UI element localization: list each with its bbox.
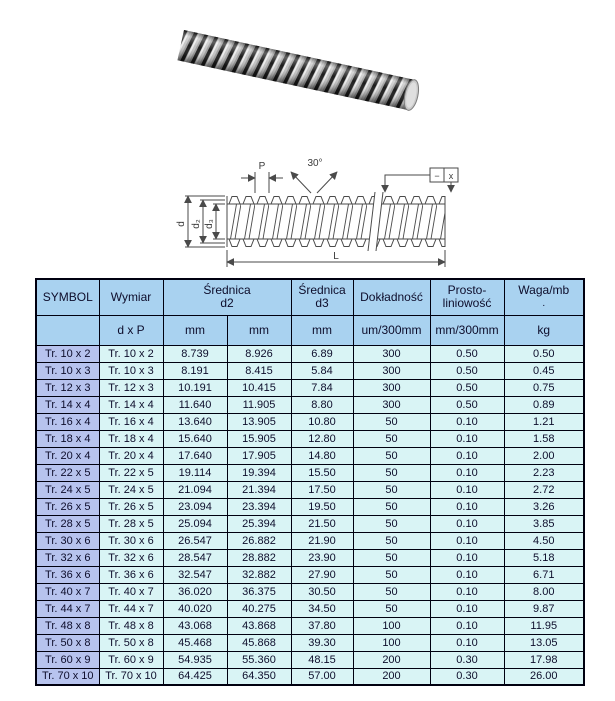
- value-cell: 0.75: [504, 379, 584, 396]
- pitch-label: P: [258, 161, 266, 172]
- value-cell: Tr. 60 x 9: [99, 651, 163, 668]
- value-cell: 21.094: [163, 481, 227, 498]
- symbol-cell: Tr. 60 x 9: [36, 651, 99, 668]
- unit-cell-dokladnosc: um/300mm: [353, 315, 430, 345]
- value-cell: 50: [353, 430, 430, 447]
- value-cell: Tr. 10 x 2: [99, 345, 163, 362]
- value-cell: 0.10: [430, 532, 504, 549]
- symbol-cell: Tr. 26 x 5: [36, 498, 99, 515]
- core-diameter-label: d₃: [204, 219, 215, 229]
- table-row: [36, 430, 584, 447]
- value-cell: 6.89: [291, 345, 353, 362]
- value-cell: 0.10: [430, 481, 504, 498]
- table-row: [36, 532, 584, 549]
- srednica-d2-line1: Średnica: [203, 283, 251, 298]
- value-cell: 0.10: [430, 634, 504, 651]
- value-cell: 50: [353, 464, 430, 481]
- value-cell: 26.547: [163, 532, 227, 549]
- table-header: [36, 279, 584, 345]
- value-cell: 0.50: [430, 362, 504, 379]
- value-cell: 50: [353, 566, 430, 583]
- srednica-d3-line2: d3: [315, 296, 329, 311]
- value-cell: 300: [353, 345, 430, 362]
- value-cell: Tr. 16 x 4: [99, 413, 163, 430]
- value-cell: 48.15: [291, 651, 353, 668]
- value-cell: Tr. 20 x 4: [99, 447, 163, 464]
- table-row: [36, 498, 584, 515]
- value-cell: 50: [353, 481, 430, 498]
- value-cell: 50: [353, 532, 430, 549]
- value-cell: 7.84: [291, 379, 353, 396]
- value-cell: 0.10: [430, 413, 504, 430]
- unit-cell-d2-a: mm: [163, 315, 227, 345]
- value-cell: 15.50: [291, 464, 353, 481]
- tolerance-value-label: x: [448, 171, 454, 181]
- value-cell: 45.468: [163, 634, 227, 651]
- value-cell: 26.882: [227, 532, 291, 549]
- value-cell: Tr. 36 x 6: [99, 566, 163, 583]
- value-cell: 27.90: [291, 566, 353, 583]
- value-cell: 17.905: [227, 447, 291, 464]
- value-cell: 0.89: [504, 396, 584, 413]
- thread-profile-drawing: [145, 155, 465, 277]
- value-cell: Tr. 26 x 5: [99, 498, 163, 515]
- value-cell: 54.935: [163, 651, 227, 668]
- value-cell: 0.10: [430, 515, 504, 532]
- value-cell: 4.50: [504, 532, 584, 549]
- spec-table: [35, 278, 585, 686]
- symbol-cell: Tr. 44 x 7: [36, 600, 99, 617]
- col-header-symbol: SYMBOL: [36, 279, 99, 315]
- value-cell: 11.640: [163, 396, 227, 413]
- table-row: [36, 396, 584, 413]
- value-cell: 0.30: [430, 651, 504, 668]
- value-cell: 17.640: [163, 447, 227, 464]
- value-cell: 10.80: [291, 413, 353, 430]
- value-cell: 9.87: [504, 600, 584, 617]
- outer-diameter-label: d: [176, 221, 187, 227]
- value-cell: 0.10: [430, 430, 504, 447]
- value-cell: 10.415: [227, 379, 291, 396]
- table-row: [36, 379, 584, 396]
- value-cell: 0.10: [430, 600, 504, 617]
- table-row: [36, 668, 584, 685]
- value-cell: 0.50: [430, 345, 504, 362]
- table-row: [36, 464, 584, 481]
- value-cell: 15.905: [227, 430, 291, 447]
- symbol-cell: Tr. 40 x 7: [36, 583, 99, 600]
- value-cell: Tr. 22 x 5: [99, 464, 163, 481]
- value-cell: 50: [353, 447, 430, 464]
- value-cell: 6.71: [504, 566, 584, 583]
- value-cell: 25.094: [163, 515, 227, 532]
- symbol-cell: Tr. 30 x 6: [36, 532, 99, 549]
- value-cell: 0.50: [430, 379, 504, 396]
- value-cell: 1.21: [504, 413, 584, 430]
- value-cell: 21.394: [227, 481, 291, 498]
- unit-cell-prostoliniowosc: mm/300mm: [430, 315, 504, 345]
- value-cell: 5.84: [291, 362, 353, 379]
- value-cell: Tr. 12 x 3: [99, 379, 163, 396]
- unit-cell-wymiar: d x P: [99, 315, 163, 345]
- value-cell: 28.547: [163, 549, 227, 566]
- value-cell: Tr. 32 x 6: [99, 549, 163, 566]
- symbol-cell: Tr. 18 x 4: [36, 430, 99, 447]
- value-cell: Tr. 48 x 8: [99, 617, 163, 634]
- symbol-cell: Tr. 12 x 3: [36, 379, 99, 396]
- value-cell: 64.425: [163, 668, 227, 685]
- value-cell: 2.72: [504, 481, 584, 498]
- value-cell: Tr. 40 x 7: [99, 583, 163, 600]
- value-cell: 23.394: [227, 498, 291, 515]
- value-cell: Tr. 30 x 6: [99, 532, 163, 549]
- col-header-srednica-d2: [163, 279, 291, 315]
- threaded-rod-outline: [227, 192, 445, 251]
- table-row: [36, 481, 584, 498]
- unit-cell-d3: mm: [291, 315, 353, 345]
- table-row: [36, 549, 584, 566]
- value-cell: 50: [353, 498, 430, 515]
- value-cell: 34.50: [291, 600, 353, 617]
- value-cell: 0.10: [430, 464, 504, 481]
- value-cell: 13.640: [163, 413, 227, 430]
- value-cell: 21.50: [291, 515, 353, 532]
- table-row: [36, 583, 584, 600]
- tolerance-symbol-label: −: [434, 171, 440, 181]
- value-cell: 30.50: [291, 583, 353, 600]
- value-cell: 50: [353, 413, 430, 430]
- value-cell: 8.739: [163, 345, 227, 362]
- col-header-waga: [504, 279, 584, 315]
- value-cell: 43.068: [163, 617, 227, 634]
- value-cell: 8.00: [504, 583, 584, 600]
- prosto-line1: Prosto-: [447, 283, 487, 298]
- value-cell: 50: [353, 583, 430, 600]
- value-cell: 0.30: [430, 668, 504, 685]
- srednica-d3-line1: Średnica: [298, 283, 346, 298]
- pitch-diameter-label: d₂: [191, 219, 202, 229]
- col-header-dokladnosc: Dokładność: [353, 279, 430, 315]
- value-cell: 32.547: [163, 566, 227, 583]
- value-cell: 23.90: [291, 549, 353, 566]
- value-cell: Tr. 44 x 7: [99, 600, 163, 617]
- tolerance-frame: [385, 168, 458, 192]
- unit-cell-waga: kg: [504, 315, 584, 345]
- symbol-cell: Tr. 48 x 8: [36, 617, 99, 634]
- value-cell: 40.020: [163, 600, 227, 617]
- value-cell: 3.85: [504, 515, 584, 532]
- value-cell: 100: [353, 617, 430, 634]
- value-cell: 0.10: [430, 447, 504, 464]
- value-cell: 17.98: [504, 651, 584, 668]
- value-cell: 57.00: [291, 668, 353, 685]
- table-row: [36, 447, 584, 464]
- rod-body: [177, 30, 421, 112]
- waga-line1: Waga/mb: [518, 283, 570, 298]
- value-cell: 17.50: [291, 481, 353, 498]
- table-body: [36, 345, 584, 685]
- value-cell: 12.80: [291, 430, 353, 447]
- value-cell: 26.00: [504, 668, 584, 685]
- length-label: L: [333, 251, 339, 262]
- value-cell: 11.905: [227, 396, 291, 413]
- symbol-cell: Tr. 16 x 4: [36, 413, 99, 430]
- value-cell: 19.394: [227, 464, 291, 481]
- table-row: [36, 413, 584, 430]
- value-cell: 15.640: [163, 430, 227, 447]
- value-cell: 1.58: [504, 430, 584, 447]
- value-cell: 50: [353, 515, 430, 532]
- value-cell: 8.191: [163, 362, 227, 379]
- value-cell: 8.415: [227, 362, 291, 379]
- table-row: [36, 651, 584, 668]
- value-cell: 3.26: [504, 498, 584, 515]
- product-photo: [150, 0, 462, 140]
- value-cell: 8.926: [227, 345, 291, 362]
- value-cell: 55.360: [227, 651, 291, 668]
- table-row: [36, 600, 584, 617]
- symbol-cell: Tr. 10 x 2: [36, 345, 99, 362]
- value-cell: 100: [353, 634, 430, 651]
- unit-cell-d2-b: mm: [227, 315, 291, 345]
- value-cell: 19.114: [163, 464, 227, 481]
- prosto-line2: liniowość: [442, 296, 492, 311]
- symbol-cell: Tr. 20 x 4: [36, 447, 99, 464]
- value-cell: 28.882: [227, 549, 291, 566]
- value-cell: 45.868: [227, 634, 291, 651]
- flank-angle-label: 30°: [307, 158, 323, 169]
- value-cell: 0.10: [430, 566, 504, 583]
- symbol-cell: Tr. 28 x 5: [36, 515, 99, 532]
- value-cell: 11.95: [504, 617, 584, 634]
- symbol-cell: Tr. 70 x 10: [36, 668, 99, 685]
- value-cell: Tr. 24 x 5: [99, 481, 163, 498]
- value-cell: 0.10: [430, 583, 504, 600]
- value-cell: Tr. 14 x 4: [99, 396, 163, 413]
- col-header-srednica-d3: [291, 279, 353, 315]
- value-cell: 300: [353, 396, 430, 413]
- symbol-cell: Tr. 10 x 3: [36, 362, 99, 379]
- table-row: [36, 617, 584, 634]
- symbol-cell: Tr. 24 x 5: [36, 481, 99, 498]
- value-cell: 13.05: [504, 634, 584, 651]
- value-cell: 2.00: [504, 447, 584, 464]
- symbol-cell: Tr. 50 x 8: [36, 634, 99, 651]
- value-cell: 39.30: [291, 634, 353, 651]
- symbol-cell: Tr. 14 x 4: [36, 396, 99, 413]
- value-cell: 8.80: [291, 396, 353, 413]
- symbol-cell: Tr. 36 x 6: [36, 566, 99, 583]
- threaded-rod-photo: [150, 0, 462, 140]
- value-cell: 0.10: [430, 498, 504, 515]
- value-cell: Tr. 28 x 5: [99, 515, 163, 532]
- technical-diagram: [145, 155, 465, 277]
- value-cell: 21.90: [291, 532, 353, 549]
- value-cell: 2.23: [504, 464, 584, 481]
- srednica-d2-line2: d2: [220, 296, 234, 311]
- value-cell: 64.350: [227, 668, 291, 685]
- waga-line2: .: [542, 298, 546, 310]
- value-cell: 0.10: [430, 617, 504, 634]
- value-cell: 0.45: [504, 362, 584, 379]
- pitch-dimension: [241, 172, 283, 193]
- value-cell: 300: [353, 379, 430, 396]
- value-cell: 25.394: [227, 515, 291, 532]
- table-row: [36, 634, 584, 651]
- value-cell: 32.882: [227, 566, 291, 583]
- value-cell: 37.80: [291, 617, 353, 634]
- value-cell: 10.191: [163, 379, 227, 396]
- value-cell: 50: [353, 549, 430, 566]
- value-cell: 0.50: [430, 396, 504, 413]
- value-cell: 13.905: [227, 413, 291, 430]
- value-cell: 300: [353, 362, 430, 379]
- value-cell: 200: [353, 651, 430, 668]
- table-row: [36, 362, 584, 379]
- table-row: [36, 566, 584, 583]
- value-cell: 50: [353, 600, 430, 617]
- col-header-wymiar: Wymiar: [99, 279, 163, 315]
- value-cell: Tr. 18 x 4: [99, 430, 163, 447]
- col-header-prostoliniowosc: [430, 279, 504, 315]
- value-cell: 23.094: [163, 498, 227, 515]
- value-cell: 40.275: [227, 600, 291, 617]
- value-cell: 14.80: [291, 447, 353, 464]
- table-row: [36, 515, 584, 532]
- flank-angle-dimension: [291, 172, 337, 193]
- value-cell: 5.18: [504, 549, 584, 566]
- value-cell: 36.020: [163, 583, 227, 600]
- value-cell: 0.50: [504, 345, 584, 362]
- symbol-cell: Tr. 22 x 5: [36, 464, 99, 481]
- value-cell: 19.50: [291, 498, 353, 515]
- value-cell: 0.10: [430, 549, 504, 566]
- value-cell: Tr. 50 x 8: [99, 634, 163, 651]
- value-cell: Tr. 70 x 10: [99, 668, 163, 685]
- symbol-cell: Tr. 32 x 6: [36, 549, 99, 566]
- value-cell: 36.375: [227, 583, 291, 600]
- table-row: [36, 345, 584, 362]
- value-cell: 43.868: [227, 617, 291, 634]
- value-cell: 200: [353, 668, 430, 685]
- unit-cell-symbol: [36, 315, 99, 345]
- value-cell: Tr. 10 x 3: [99, 362, 163, 379]
